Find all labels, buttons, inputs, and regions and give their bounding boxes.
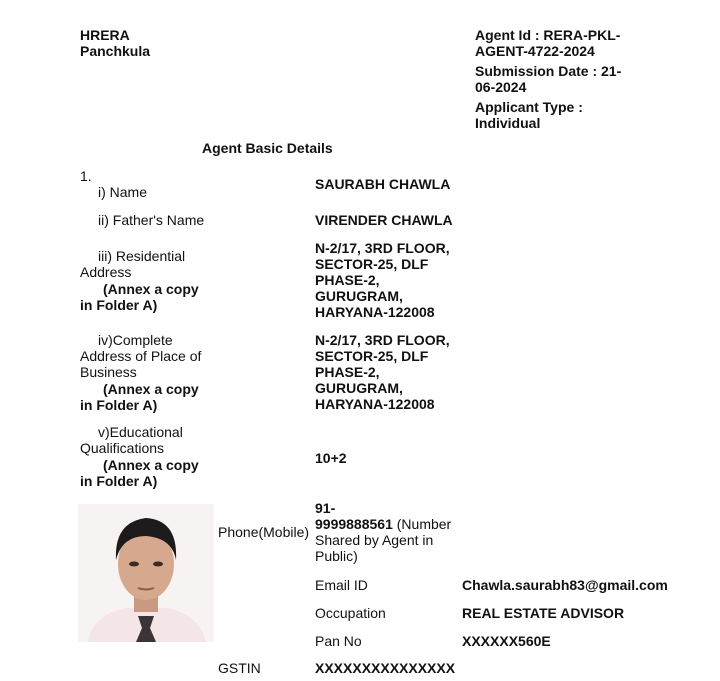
email-label: Email ID xyxy=(315,577,368,593)
business-label: iv)Complete xyxy=(98,332,173,348)
education-label-2: Qualifications xyxy=(80,440,165,456)
item-number: 1. xyxy=(80,168,92,184)
pan-label: Pan No xyxy=(315,633,362,649)
residential-annex: (Annex a copy xyxy=(103,281,199,297)
residential-label: iii) Residential xyxy=(98,248,186,264)
occupation-label: Occupation xyxy=(315,605,386,621)
phone-note: (Number xyxy=(392,516,452,532)
business-annex-2: in Folder A) xyxy=(80,397,158,413)
residential-label-2: Address xyxy=(80,264,132,280)
name-label: i) Name xyxy=(98,184,148,200)
education-value: 10+2 xyxy=(315,450,347,466)
gstin-label: GSTIN xyxy=(218,660,261,676)
father-value: VIRENDER CHAWLA xyxy=(315,212,453,228)
father-label: ii) Father's Name xyxy=(98,212,205,228)
section-title: Agent Basic Details xyxy=(202,140,333,156)
residential-value: N-2/17, 3RD FLOOR, SECTOR-25, DLF PHASE-2, GURUGRAM, HARYANA-122008 xyxy=(315,240,450,320)
business-label-2: Address of Place of Business xyxy=(80,348,202,380)
name-value: SAURABH CHAWLA xyxy=(315,176,451,192)
agent-id: Agent Id : RERA-PKL- AGENT-4722-2024 xyxy=(475,27,621,59)
pan-value: XXXXXX560E xyxy=(462,633,551,649)
phone-note-2: Shared by Agent in Public) xyxy=(315,532,434,564)
org-city: Panchkula xyxy=(80,43,151,59)
org-name: HRERA xyxy=(80,27,130,43)
agent-photo xyxy=(78,504,214,642)
education-annex: (Annex a copy xyxy=(103,457,199,473)
residential-annex-2: in Folder A) xyxy=(80,297,158,313)
education-annex-2: in Folder A) xyxy=(80,473,158,489)
education-label: v)Educational xyxy=(98,424,183,440)
phone-label: Phone(Mobile) xyxy=(218,524,310,540)
applicant-type: Applicant Type : Individual xyxy=(475,99,583,131)
gstin-value: XXXXXXXXXXXXXXX xyxy=(315,660,456,676)
phone-value: 9999888561 xyxy=(315,516,393,532)
submission-date: Submission Date : 21- 06-2024 xyxy=(475,63,622,95)
occupation-value: REAL ESTATE ADVISOR xyxy=(462,605,625,621)
business-annex: (Annex a copy xyxy=(103,381,199,397)
email-value: Chawla.saurabh83@gmail.com xyxy=(462,577,668,593)
business-value: N-2/17, 3RD FLOOR, SECTOR-25, DLF PHASE-2, GURUGRAM, HARYANA-122008 xyxy=(315,332,450,412)
phone-prefix: 91- xyxy=(315,500,336,516)
